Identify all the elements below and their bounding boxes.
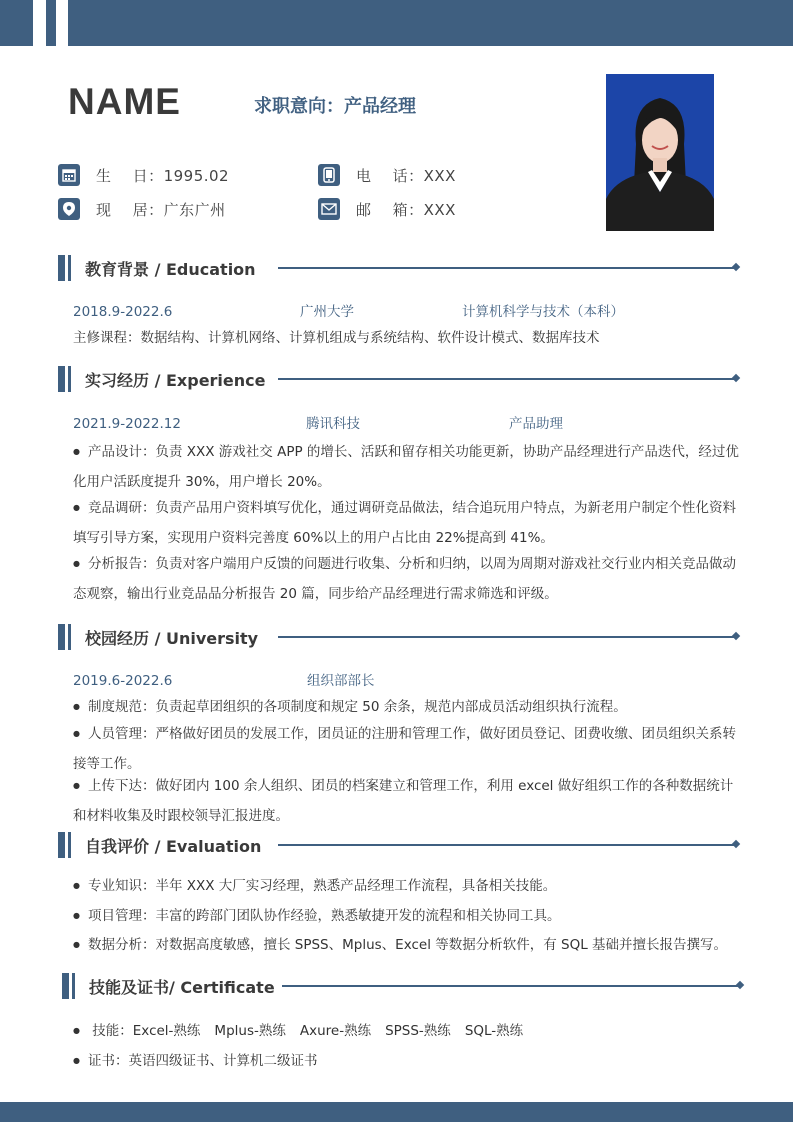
section-divider [278,267,736,269]
experience-item: ● 分析报告：负责对客户端用户反馈的问题进行收集、分析和归纳，以周为周期对游戏社交行业内相关竞品做动态观察，输出行业竞品品分析报告 20 篇，同步给产品经理进行需求筛选和评级。 [73,550,741,608]
education-courses: 主修课程：数据结构、计算机网络、计算机组成与系统结构、软件设计模式、数据库技术 [73,330,600,346]
section-title: 技能及证书/ Certificate [89,977,275,997]
skill-item: Axure-熟练 [299,1023,372,1039]
email-text: 邮 箱：XXX [356,200,456,219]
section-title: 校园经历 / University [85,628,259,648]
section-marker [58,255,65,281]
experience-item: ● 产品设计：负责 XXX 游戏社交 APP 的增长、活跃和留存相关功能更新，协助产品经理进行产品迭代，经过优化用户活跃度提升 30%，用户增长 20%。 [73,438,741,496]
calendar-icon [58,164,80,186]
education-major: 计算机科学与技术（本科） [462,304,624,320]
section-marker-thin [68,832,71,858]
info-email [318,196,456,222]
section-marker-thin [68,624,71,650]
section-education-header [58,255,256,281]
info-phone [318,162,456,188]
portrait-illustration [606,74,714,231]
section-divider [278,844,736,846]
education-school: 广州大学 [300,304,354,320]
university-item: ● 制度规范：负责起草团组织的各项制度和规定 50 余条，规范内部成员活动组织执行流程。 [73,693,741,723]
skill-item: SPSS-熟练 [385,1023,451,1039]
section-divider [282,985,740,987]
section-marker-thin [72,973,75,999]
top-bar-middle [46,0,56,46]
evaluation-item: ● 数据分析：对数据高度敏感，擅长 SPSS、Mplus、Excel 等数据分析软件，有 SQL 基础并擅长报告撰写。 [73,931,741,961]
section-marker [62,973,69,999]
experience-item: ● 竞品调研：负责产品用户资料填写优化，通过调研竞品做法，结合追玩用户特点，为新老用户制定个性化资料填写引导方案，实现用户资料完善度 60%以上的用户占比由 22%提高到 41%。 [73,494,741,552]
bottom-bar [0,1102,793,1122]
skill-item: Excel-熟练 [132,1023,201,1039]
info-residence [58,196,226,222]
envelope-icon [318,198,340,220]
skill-item: SQL-熟练 [464,1023,524,1039]
section-marker-thin [68,255,71,281]
evaluation-item: ● 项目管理：丰富的跨部门团队协作经验，熟悉敏捷开发的流程和相关协同工具。 [73,902,741,932]
section-marker-thin [68,366,71,392]
phone-icon [318,164,340,186]
university-role: 组织部部长 [307,673,375,689]
experience-company: 腾讯科技 [306,416,360,432]
section-university-header [58,624,258,650]
phone-text: 电 话：XXX [356,166,456,185]
residence-text: 现 居：广东广州 [96,200,226,219]
section-title: 自我评价 / Evaluation [85,836,262,856]
location-pin-icon [58,198,80,220]
skills-line [73,1021,537,1043]
skills-label: 技能： [92,1023,133,1039]
education-date: 2018.9-2022.6 [73,304,173,320]
evaluation-item: ● 专业知识：半年 XXX 大厂实习经理，熟悉产品经理工作流程，具备相关技能。 [73,872,741,902]
university-date: 2019.6-2022.6 [73,673,173,689]
birth-text: 生 日：1995.02 [96,166,230,185]
section-marker [58,832,65,858]
section-certificate-header [62,973,275,999]
top-bar-left [0,0,33,46]
section-marker [58,624,65,650]
skill-item: Mplus-熟练 [214,1023,286,1039]
info-birth [58,162,229,188]
section-marker [58,366,65,392]
section-experience-header [58,366,266,392]
section-title: 教育背景 / Education [85,259,256,279]
university-item: ● 上传下达：做好团内 100 余人组织、团员的档案建立和管理工作，利用 excel 做好组织工作的各种数据统计和材料收集及时跟校领导汇报进度。 [73,772,741,830]
job-intent: 求职意向：产品经理 [254,96,416,117]
certificates-line: ● 证书：英语四级证书、计算机二级证书 [73,1051,317,1073]
section-divider [278,636,736,638]
candidate-name: NAME [68,81,181,122]
top-bar-right [68,0,793,46]
experience-date: 2021.9-2022.12 [73,416,181,432]
university-item: ● 人员管理：严格做好团员的发展工作，团员证的注册和管理工作，做好团员登记、团费收缴、团员组织关系转接等工作。 [73,720,741,778]
section-title: 实习经历 / Experience [85,370,266,390]
experience-role: 产品助理 [509,416,563,432]
section-evaluation-header [58,832,261,858]
section-divider [278,378,736,380]
profile-photo [606,74,714,231]
